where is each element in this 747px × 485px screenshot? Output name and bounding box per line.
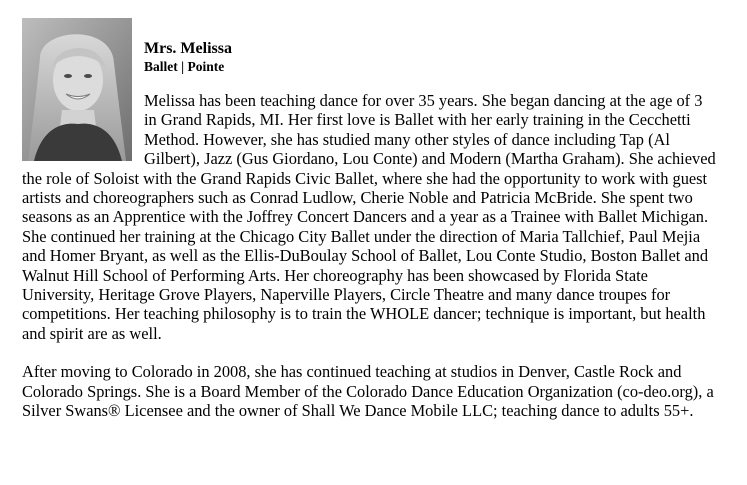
portrait-image bbox=[22, 18, 132, 161]
bio-paragraph-2: After moving to Colorado in 2008, she has continued teaching at studios in Denver, Castle Rock and Colorado Springs. She is a Board Member of the Colorado Dance Education Organization (co-deo.org), a Silver Swans® Licensee and the owner of Shall We Dance Mobile LLC; teaching dance to adults 55+. bbox=[22, 362, 714, 421]
bio-paragraph-1: Melissa has been teaching dance for over 35 years. She began dancing at the age of 3 in Grand Rapids, MI. Her first love is Ballet with her early training in the Cecchetti Method. However, she has studied many other styles of dance including Tap (Al Gilbert), Jazz (Gus Giordano, Lou Conte) and Modern (Martha Graham). She achieved the role of Soloist with the Grand Rapids Civic Ballet, where she had the opportunity to work with guest artists and choreographers such as Conrad Ludlow, Cherie Noble and Patricia McBride. She spent two seasons as an Apprentice with the Joffrey Concert Dancers and a year as a Trainee with Ballet Michigan. She continued her training at the Chicago City Ballet under the direction of Maria Tallchief, Paul Mejia and Homer Bryant, as well as the Ellis-DuBoulay School of Ballet, Lou Conte Studio, Boston Ballet and Walnut Hill School of Performing Arts. Her choreography has been showcased by Florida State University, Heritage Grove Players, Naperville Players, Circle Theatre and many dance troupes for competitions. Her teaching philosophy is to train the WHOLE dancer; technique is important, but health and spirit are as well. bbox=[22, 91, 716, 343]
instructor-role: Ballet | Pointe bbox=[144, 59, 225, 74]
instructor-bio bbox=[22, 14, 717, 421]
portrait-photo bbox=[22, 18, 132, 161]
instructor-name: Mrs. Melissa bbox=[144, 40, 232, 57]
